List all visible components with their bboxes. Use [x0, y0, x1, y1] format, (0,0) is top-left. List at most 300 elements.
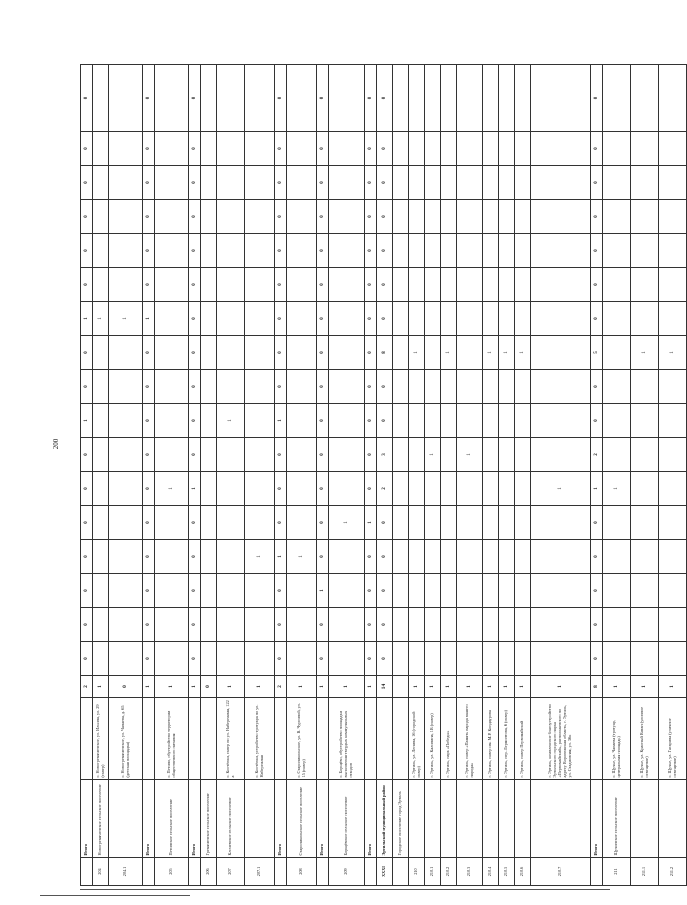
count-cell: [499, 234, 515, 268]
count-cell: 0: [365, 642, 377, 676]
table-row: [377, 65, 393, 886]
count-cell: [441, 574, 457, 608]
count-cell: [499, 642, 515, 676]
count-cell: [409, 166, 425, 200]
count-cell: 0: [317, 268, 329, 302]
count-cell: [515, 132, 531, 166]
count-cell: [409, 200, 425, 234]
count-cell: [109, 200, 143, 234]
count-cell: [201, 574, 217, 608]
count-cell: [499, 574, 515, 608]
count-cell: [287, 166, 317, 200]
row-name-cell: Гремяченское сельское поселение: [201, 780, 217, 858]
count-cell: [93, 370, 109, 404]
count-cell: [409, 540, 425, 574]
row-location-cell: [317, 698, 329, 780]
count-cell: [201, 472, 217, 506]
count-cell: [531, 540, 591, 574]
count-cell: [603, 506, 631, 540]
row-location-cell: с. Щучье, ул. Чапаева (тротуар, центральная площадь): [603, 698, 631, 780]
count-cell: [603, 404, 631, 438]
count-cell: 0: [143, 540, 155, 574]
count-cell: 0: [591, 200, 603, 234]
count-cell: 1: [531, 472, 591, 506]
count-cell: [109, 370, 143, 404]
row-name-cell: [457, 780, 483, 858]
count-cell: [515, 438, 531, 472]
count-cell: 0: [377, 506, 393, 540]
count-cell: [217, 166, 245, 200]
count-cell: [217, 574, 245, 608]
total-count-cell: 1: [457, 676, 483, 698]
count-cell: [329, 234, 365, 268]
table-row: [515, 65, 531, 886]
table-row: [93, 65, 109, 886]
count-cell: [603, 642, 631, 676]
count-cell: [457, 302, 483, 336]
count-cell: [425, 132, 441, 166]
count-cell: [409, 642, 425, 676]
count-cell: [409, 234, 425, 268]
count-cell: 1: [365, 506, 377, 540]
count-cell: 0: [275, 234, 287, 268]
count-cell: [393, 574, 409, 608]
count-cell: [217, 472, 245, 506]
count-cell: 0: [377, 404, 393, 438]
row-location-cell: г. Эртиль, сквер им. М.Р. Кондаурова: [483, 698, 499, 780]
count-cell: 0: [377, 166, 393, 200]
count-cell: 0: [189, 132, 201, 166]
count-cell: 0: [377, 234, 393, 268]
count-cell: [425, 540, 441, 574]
count-cell: [603, 540, 631, 574]
count-cell: 1: [245, 540, 275, 574]
count-cell: [245, 302, 275, 336]
count-cell: 0: [189, 438, 201, 472]
count-cell: 0: [143, 574, 155, 608]
count-cell: [425, 642, 441, 676]
count-cell: [409, 370, 425, 404]
count-cell: [659, 540, 687, 574]
count-cell: 0: [365, 404, 377, 438]
row-location-cell: с. Борщёво, обустройство площадки выполнения твердых коммунальных отходов: [329, 698, 365, 780]
count-cell: [109, 506, 143, 540]
count-cell: [109, 438, 143, 472]
count-cell: 0: [275, 200, 287, 234]
count-cell: [603, 268, 631, 302]
row-name-cell: [409, 780, 425, 858]
count-cell: [515, 642, 531, 676]
row-name-cell: [441, 780, 457, 858]
count-cell: 0: [143, 642, 155, 676]
count-cell: 0: [377, 268, 393, 302]
count-cell: 0: [365, 65, 377, 132]
count-cell: [631, 268, 659, 302]
count-cell: [329, 608, 365, 642]
count-cell: [155, 268, 189, 302]
count-cell: [515, 234, 531, 268]
count-cell: 0: [189, 540, 201, 574]
count-cell: [483, 540, 499, 574]
count-cell: 0: [365, 370, 377, 404]
total-count-cell: 1: [217, 676, 245, 698]
count-cell: [329, 472, 365, 506]
count-cell: [631, 472, 659, 506]
count-cell: [201, 404, 217, 438]
count-cell: 0: [365, 132, 377, 166]
count-cell: [531, 506, 591, 540]
row-name-cell: Итого: [143, 780, 155, 858]
count-cell: 0: [275, 438, 287, 472]
count-cell: [93, 642, 109, 676]
row-name-cell: Городское поселение город Эртиль: [393, 780, 409, 858]
count-cell: [631, 608, 659, 642]
count-cell: 0: [189, 336, 201, 370]
count-cell: [201, 608, 217, 642]
count-cell: [483, 608, 499, 642]
count-cell: 1: [275, 540, 287, 574]
count-cell: [425, 370, 441, 404]
row-number-cell: 204: [93, 858, 109, 886]
count-cell: 0: [275, 574, 287, 608]
count-cell: 1: [457, 438, 483, 472]
row-name-cell: [531, 780, 591, 858]
count-cell: [457, 65, 483, 132]
count-cell: [287, 65, 317, 132]
row-location-cell: [591, 698, 603, 780]
count-cell: 0: [81, 540, 93, 574]
count-cell: [409, 438, 425, 472]
count-cell: [93, 608, 109, 642]
count-cell: [441, 608, 457, 642]
count-cell: [659, 642, 687, 676]
count-cell: [217, 370, 245, 404]
count-cell: [201, 200, 217, 234]
count-cell: [109, 540, 143, 574]
table-row: [457, 65, 483, 886]
row-number-cell: [143, 858, 155, 886]
row-location-cell: г. Эртиль, комплексное благоустройство Эртильского городского парка «Первомайский», расположенного по адресу Воронежская область, г. Эртиль, ул. Стадионная, ул. 36к: [531, 698, 591, 780]
row-number-cell: XXXI: [377, 858, 393, 886]
count-cell: [457, 404, 483, 438]
row-number-cell: 210.3: [457, 858, 483, 886]
count-cell: 0: [81, 268, 93, 302]
footnote-rule: [40, 895, 190, 896]
count-cell: 0: [143, 268, 155, 302]
count-cell: [441, 268, 457, 302]
count-cell: 0: [81, 200, 93, 234]
count-cell: [659, 302, 687, 336]
row-number-cell: 211.2: [659, 858, 687, 886]
count-cell: [425, 404, 441, 438]
count-cell: [499, 200, 515, 234]
count-cell: [425, 166, 441, 200]
count-cell: 2: [377, 472, 393, 506]
count-cell: [483, 234, 499, 268]
count-cell: [409, 608, 425, 642]
row-number-cell: 209: [329, 858, 365, 886]
count-cell: [457, 370, 483, 404]
count-cell: [515, 370, 531, 404]
count-cell: [515, 404, 531, 438]
count-cell: 0: [81, 65, 93, 132]
row-name-cell: [499, 780, 515, 858]
count-cell: [245, 574, 275, 608]
count-cell: [531, 65, 591, 132]
row-location-cell: с. Петино, обустройство территории общественного питания: [155, 698, 189, 780]
count-cell: 1: [515, 336, 531, 370]
count-cell: 0: [591, 302, 603, 336]
total-count-cell: 1: [631, 676, 659, 698]
count-cell: [217, 642, 245, 676]
row-name-cell: Щучинское сельское поселение: [603, 780, 631, 858]
count-cell: [287, 472, 317, 506]
count-cell: 1: [189, 472, 201, 506]
count-cell: [457, 608, 483, 642]
count-cell: 0: [275, 302, 287, 336]
count-cell: [217, 132, 245, 166]
count-cell: [329, 302, 365, 336]
row-location-cell: [81, 698, 93, 780]
count-cell: [457, 166, 483, 200]
count-cell: [109, 574, 143, 608]
count-cell: 0: [275, 642, 287, 676]
count-cell: 1: [81, 404, 93, 438]
row-location-cell: [201, 698, 217, 780]
count-cell: [483, 200, 499, 234]
count-cell: [329, 438, 365, 472]
count-cell: [201, 438, 217, 472]
count-cell: [287, 132, 317, 166]
count-cell: [201, 166, 217, 200]
count-cell: [483, 166, 499, 200]
count-cell: 0: [591, 642, 603, 676]
count-cell: 0: [377, 540, 393, 574]
count-cell: [457, 132, 483, 166]
count-cell: 0: [275, 370, 287, 404]
count-cell: [287, 404, 317, 438]
row-name-cell: [245, 780, 275, 858]
count-cell: [329, 574, 365, 608]
count-cell: 0: [143, 132, 155, 166]
table-row: [201, 65, 217, 886]
count-cell: [603, 438, 631, 472]
count-cell: 1: [217, 404, 245, 438]
row-location-cell: с. Щучье, ул. Гагарина (уличное освещение): [659, 698, 687, 780]
count-cell: [659, 506, 687, 540]
total-count-cell: 1: [287, 676, 317, 698]
count-cell: [457, 268, 483, 302]
count-cell: [441, 166, 457, 200]
table-row: [217, 65, 245, 886]
count-cell: 0: [189, 200, 201, 234]
count-cell: 0: [317, 642, 329, 676]
count-cell: 0: [81, 132, 93, 166]
row-location-cell: [365, 698, 377, 780]
total-count-cell: 1: [155, 676, 189, 698]
count-cell: [93, 574, 109, 608]
count-cell: 0: [189, 268, 201, 302]
count-cell: 0: [377, 65, 393, 132]
count-cell: [531, 166, 591, 200]
count-cell: [409, 574, 425, 608]
count-cell: [441, 404, 457, 438]
row-location-cell: с. Щучье, ул. Красный Ватан (уличное освещение): [631, 698, 659, 780]
count-cell: 5: [591, 336, 603, 370]
row-number-cell: 208: [287, 858, 317, 886]
row-name-cell: Петинское сельское поселение: [155, 780, 189, 858]
table-row: [189, 65, 201, 886]
count-cell: [483, 370, 499, 404]
count-cell: [531, 608, 591, 642]
count-cell: [287, 200, 317, 234]
count-cell: [155, 132, 189, 166]
count-cell: [155, 608, 189, 642]
count-cell: [109, 268, 143, 302]
count-cell: [659, 234, 687, 268]
row-location-cell: с. Новогремяченское, ул. Чапаева, д. 65 (детская площадка): [109, 698, 143, 780]
row-name-cell: Клочевское сельское поселение: [217, 780, 245, 858]
count-cell: [109, 336, 143, 370]
row-number-cell: 210.6: [515, 858, 531, 886]
total-count-cell: 1: [365, 676, 377, 698]
count-cell: 1: [409, 336, 425, 370]
count-cell: 0: [143, 438, 155, 472]
row-location-cell: [143, 698, 155, 780]
count-cell: [441, 370, 457, 404]
count-cell: 0: [365, 200, 377, 234]
count-cell: [531, 404, 591, 438]
count-cell: [109, 642, 143, 676]
count-cell: [425, 574, 441, 608]
table-row: [409, 65, 425, 886]
count-cell: [659, 370, 687, 404]
count-cell: 0: [143, 506, 155, 540]
count-cell: 0: [317, 608, 329, 642]
count-cell: 0: [317, 506, 329, 540]
count-cell: 0: [365, 234, 377, 268]
total-count-cell: 0: [109, 676, 143, 698]
count-cell: [499, 166, 515, 200]
table-row: [591, 65, 603, 886]
count-cell: 0: [143, 200, 155, 234]
count-cell: 0: [275, 65, 287, 132]
count-cell: [483, 642, 499, 676]
count-cell: [393, 200, 409, 234]
count-cell: [409, 472, 425, 506]
count-cell: [93, 200, 109, 234]
count-cell: [201, 370, 217, 404]
count-cell: [659, 132, 687, 166]
count-cell: [155, 574, 189, 608]
count-cell: 1: [591, 472, 603, 506]
table-row: [275, 65, 287, 886]
count-cell: 1: [317, 574, 329, 608]
count-cell: [409, 302, 425, 336]
count-cell: [515, 472, 531, 506]
count-cell: [659, 438, 687, 472]
count-cell: [155, 336, 189, 370]
count-cell: [499, 65, 515, 132]
row-number-cell: 204.1: [109, 858, 143, 886]
row-location-cell: г. Эртиль, сквер «Память народа вашего народа»: [457, 698, 483, 780]
count-cell: [631, 65, 659, 132]
count-cell: [631, 540, 659, 574]
count-cell: [93, 404, 109, 438]
count-cell: 0: [591, 65, 603, 132]
count-cell: 0: [317, 166, 329, 200]
count-cell: [441, 472, 457, 506]
count-cell: [245, 166, 275, 200]
count-cell: [245, 438, 275, 472]
row-name-cell: [483, 780, 499, 858]
count-cell: [287, 336, 317, 370]
count-cell: 0: [365, 574, 377, 608]
count-cell: [483, 132, 499, 166]
count-cell: 0: [81, 574, 93, 608]
total-count-cell: 1: [531, 676, 591, 698]
count-cell: [499, 302, 515, 336]
count-cell: 0: [81, 438, 93, 472]
count-cell: [201, 132, 217, 166]
count-cell: 0: [275, 472, 287, 506]
count-cell: [287, 574, 317, 608]
count-cell: [109, 472, 143, 506]
row-name-cell: Эртильский муниципальный район: [377, 780, 393, 858]
count-cell: [631, 132, 659, 166]
count-cell: [515, 166, 531, 200]
table-row: [393, 65, 409, 886]
table-row: [499, 65, 515, 886]
count-cell: 1: [483, 336, 499, 370]
count-cell: 0: [591, 268, 603, 302]
row-number-cell: 210.1: [425, 858, 441, 886]
count-cell: 0: [365, 336, 377, 370]
count-cell: 0: [591, 574, 603, 608]
count-cell: [329, 132, 365, 166]
count-cell: 0: [81, 336, 93, 370]
count-cell: 1: [275, 404, 287, 438]
count-cell: [457, 574, 483, 608]
count-cell: [425, 336, 441, 370]
count-cell: 0: [591, 608, 603, 642]
count-cell: 0: [81, 472, 93, 506]
row-location-cell: [393, 698, 409, 780]
count-cell: 0: [317, 132, 329, 166]
count-cell: [155, 438, 189, 472]
count-cell: [425, 608, 441, 642]
count-cell: 0: [189, 642, 201, 676]
count-cell: [603, 302, 631, 336]
count-cell: 1: [425, 438, 441, 472]
count-cell: [109, 132, 143, 166]
count-cell: 0: [377, 642, 393, 676]
row-number-cell: [189, 858, 201, 886]
count-cell: [425, 65, 441, 132]
count-cell: [109, 65, 143, 132]
count-cell: [217, 608, 245, 642]
count-cell: [531, 200, 591, 234]
count-cell: [457, 506, 483, 540]
count-cell: [603, 200, 631, 234]
count-cell: 0: [317, 302, 329, 336]
count-cell: [155, 506, 189, 540]
count-cell: [409, 132, 425, 166]
count-cell: [93, 472, 109, 506]
count-cell: 1: [143, 302, 155, 336]
count-cell: 0: [81, 234, 93, 268]
count-cell: [631, 506, 659, 540]
